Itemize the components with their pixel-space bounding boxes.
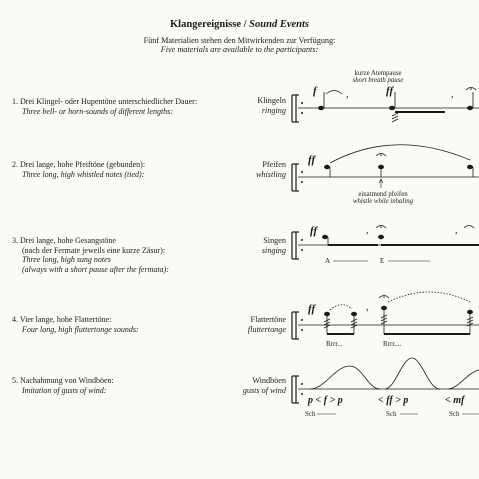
sch-label-2: Sch [386,410,397,418]
note-head [318,106,324,110]
event-3-de: 3. Drei lange, hohe Gesangstöne [12,236,116,245]
note-head [389,106,395,110]
instrument-3-en: singing [261,245,286,255]
svg-text:,: , [366,302,369,313]
dynamic-f: f [313,85,317,97]
intro-de: Fünf Materialien stehen den Mitwirkenden zur Verfügung: [143,36,336,45]
svg-text:,: , [455,225,458,236]
title-en: Sound Events [249,19,309,30]
instrument-2-en: whistling [255,169,286,179]
event-2-en: Three long, high whistled notes (tied): [22,169,145,179]
breath-pause-de: kurze Atempause [354,70,402,77]
title-separator: / [241,19,250,30]
gust-dynamics-3: < mf [445,395,465,406]
sch-label-3: Sch [449,410,460,418]
dynamic-ff: ff [310,225,318,237]
breath-pause-en: short breath pause [352,77,404,84]
instrument-3-de: Singen [263,236,286,245]
dynamic-ff: ff [386,85,394,97]
instrument-5-de: Windböen [252,376,286,385]
event-5-de: 5. Nachahmung von Windböen: [12,376,114,385]
event-2-de: 2. Drei lange, hohe Pfeiftöne (gebunden): [12,160,146,169]
inhale-en: whistle while inhaling [352,198,414,205]
dynamic-ff: ff [308,303,316,315]
inhale-de: einatmend pfeifen [358,191,408,198]
instrument-4-en: fluttertonge [247,324,286,334]
event-1-de: 1. Drei Klingel- oder Hupentöne unterschiedlicher Dauer: [12,97,198,106]
title-de: Klangereignisse [170,19,241,30]
instrument-1-en: ringing [261,105,286,115]
event-3-de-line2: (nach der Fermate jeweils eine kurze Zäsur): [22,245,166,255]
svg-text:,: , [346,89,349,100]
vowel-e: E [380,257,385,265]
dynamic-ff: ff [308,154,316,166]
vowel-a: A [325,257,331,265]
sch-label-1: Sch [305,410,316,418]
staff-3 [292,225,479,261]
instrument-5-en: gusts of wind [242,385,286,395]
event-3-en: Three long, high sung notes [22,255,111,265]
event-4-de: 4. Vier lange, hohe Flattertöne: [12,315,112,324]
intro-en: Five materials are available to the participants: [160,45,319,54]
staff-2 [292,145,479,191]
gust-dynamics-2: < ff > p [378,395,409,406]
rrr-label-2: Rrrr.... [383,340,402,348]
event-3-en-line2: (always with a short pause after the fermata): [22,264,169,274]
staff-4 [292,292,479,339]
event-4-en: Four long, high fluttertonge sounds: [22,324,139,334]
instrument-2-de: Pfeifen [262,160,286,169]
svg-text:,: , [451,89,454,100]
event-5-en: Imitation of gusts of wind: [22,385,107,395]
instrument-1-de: Klingeln [257,96,286,105]
gust-dynamics-1: p < f > p [308,395,343,406]
rrr-label-1: Rrrr... [326,340,343,348]
svg-text:,: , [366,225,369,236]
instrument-4-de: Flattertöne [250,315,286,324]
event-1-en: Three bell- or horn-sounds of different lengths: [22,106,173,116]
